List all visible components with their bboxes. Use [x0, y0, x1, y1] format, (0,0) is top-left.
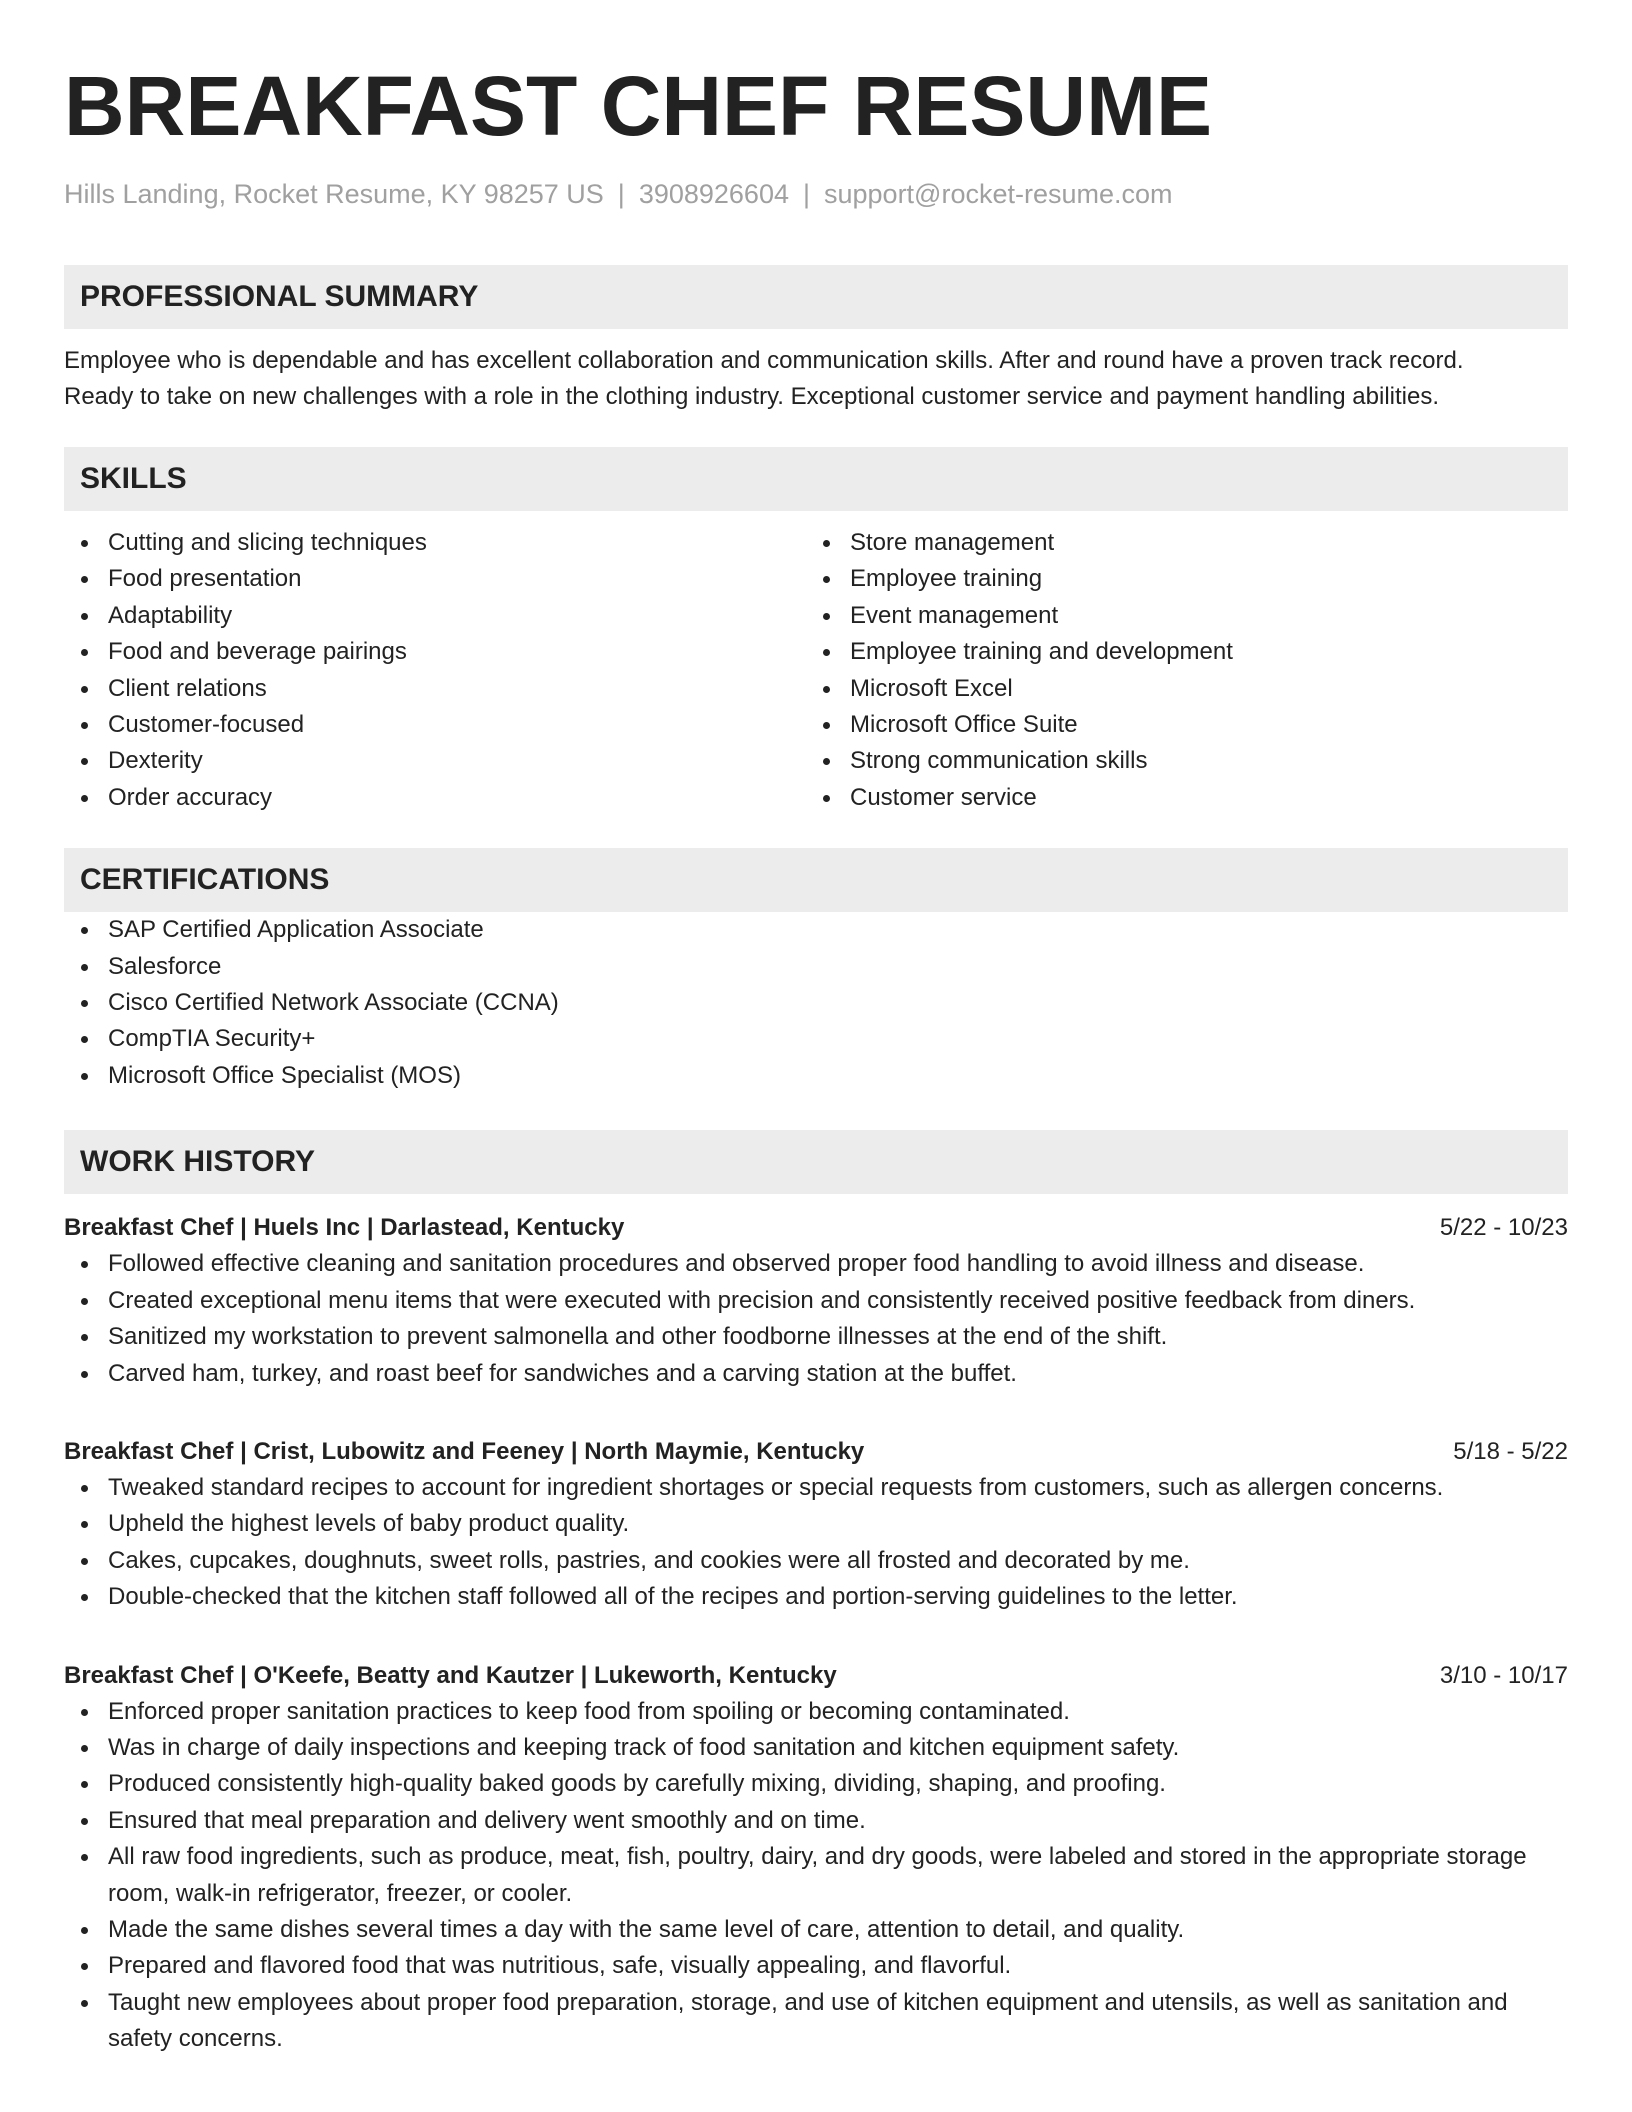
section-header-skills: SKILLS	[64, 447, 1568, 511]
job-bullet: Tweaked standard recipes to account for ingredient shortages or special requests from customers, such as allergen concerns.	[108, 1470, 1568, 1506]
job-bullet: Upheld the highest levels of baby product quality.	[108, 1506, 1568, 1542]
job-bullet: Sanitized my workstation to prevent salmonella and other foodborne illnesses at the end of the shift.	[108, 1319, 1568, 1355]
skill-item: Food presentation	[108, 561, 806, 597]
skill-item: Employee training and development	[850, 634, 1548, 670]
skills-columns	[64, 525, 1568, 816]
job-entry	[64, 1210, 1568, 1392]
certification-item: Cisco Certified Network Associate (CCNA)	[108, 985, 1568, 1021]
certifications-list	[64, 912, 1568, 1094]
job-bullet: Taught new employees about proper food preparation, storage, and use of kitchen equipment and utensils, as well as sanitation and safety concerns.	[108, 1985, 1568, 2058]
job-bullet: Created exceptional menu items that were executed with precision and consistently received positive feedback from diners.	[108, 1283, 1568, 1319]
certification-item: Microsoft Office Specialist (MOS)	[108, 1058, 1568, 1094]
skill-item: Adaptability	[108, 598, 806, 634]
job-bullets	[64, 1246, 1568, 1392]
section-header-summary: PROFESSIONAL SUMMARY	[64, 265, 1568, 329]
skill-item: Employee training	[850, 561, 1548, 597]
section-header-work-history: WORK HISTORY	[64, 1130, 1568, 1194]
job-dates: 5/22 - 10/23	[1439, 1214, 1568, 1242]
job-entry	[64, 1434, 1568, 1616]
skill-item: Client relations	[108, 671, 806, 707]
job-bullets	[64, 1694, 1568, 2058]
certification-item: Salesforce	[108, 949, 1568, 985]
contact-phone: 3908926604	[638, 179, 789, 209]
summary-text	[64, 343, 1568, 415]
contact-address: Hills Landing, Rocket Resume, KY 98257 US	[64, 179, 604, 209]
skills-column-left	[64, 525, 806, 816]
contact-line	[64, 176, 1568, 212]
contact-email: support@rocket-resume.com	[824, 179, 1173, 209]
job-header	[64, 1210, 1568, 1246]
job-bullet: Carved ham, turkey, and roast beef for sandwiches and a carving station at the buffet.	[108, 1356, 1568, 1392]
job-bullet: Prepared and flavored food that was nutritious, safe, visually appealing, and flavorful.	[108, 1948, 1568, 1984]
resume-title: BREAKFAST CHEF RESUME	[64, 59, 1213, 153]
skills-list-left	[64, 525, 806, 816]
job-title: Breakfast Chef | Crist, Lubowitz and Feeney | North Maymie, Kentucky	[64, 1437, 865, 1465]
summary-line: Ready to take on new challenges with a role in the clothing industry. Exceptional customer service and payment handling abilities.	[64, 383, 1439, 410]
contact-separator: |	[617, 179, 625, 209]
skills-column-right	[806, 525, 1548, 816]
certification-item: SAP Certified Application Associate	[108, 912, 1568, 948]
skill-item: Customer service	[850, 780, 1548, 816]
job-header	[64, 1434, 1568, 1470]
job-header	[64, 1658, 1568, 1694]
summary-line: Employee who is dependable and has excellent collaboration and communication skills. After and round have a proven track record.	[64, 347, 1464, 374]
skill-item: Order accuracy	[108, 780, 806, 816]
skill-item: Microsoft Excel	[850, 671, 1548, 707]
job-dates: 3/10 - 10/17	[1439, 1661, 1568, 1689]
skill-item: Cutting and slicing techniques	[108, 525, 806, 561]
job-dates: 5/18 - 5/22	[1453, 1437, 1568, 1465]
job-bullet: Enforced proper sanitation practices to keep food from spoiling or becoming contaminated.	[108, 1694, 1568, 1730]
skill-item: Event management	[850, 598, 1548, 634]
job-title: Breakfast Chef | Huels Inc | Darlastead, Kentucky	[64, 1214, 625, 1242]
skill-item: Microsoft Office Suite	[850, 707, 1548, 743]
skill-item: Strong communication skills	[850, 743, 1548, 779]
certification-item: CompTIA Security+	[108, 1021, 1568, 1057]
job-bullet: Made the same dishes several times a day with the same level of care, attention to detail, and quality.	[108, 1912, 1568, 1948]
contact-separator: |	[802, 179, 810, 209]
skill-item: Dexterity	[108, 743, 806, 779]
section-header-certifications: CERTIFICATIONS	[64, 848, 1568, 912]
job-bullet: Followed effective cleaning and sanitation procedures and observed proper food handling to avoid illness and disease.	[108, 1246, 1568, 1282]
job-bullets	[64, 1470, 1568, 1616]
skill-item: Food and beverage pairings	[108, 634, 806, 670]
job-bullet: Ensured that meal preparation and delivery went smoothly and on time.	[108, 1803, 1568, 1839]
job-bullet: Produced consistently high-quality baked goods by carefully mixing, dividing, shaping, and proofing.	[108, 1766, 1568, 1802]
job-bullet: Cakes, cupcakes, doughnuts, sweet rolls, pastries, and cookies were all frosted and decorated by me.	[108, 1543, 1568, 1579]
job-title: Breakfast Chef | O'Keefe, Beatty and Kautzer | Lukeworth, Kentucky	[64, 1661, 837, 1689]
job-entry	[64, 1658, 1568, 2058]
skill-item: Store management	[850, 525, 1548, 561]
skill-item: Customer-focused	[108, 707, 806, 743]
job-bullet: Was in charge of daily inspections and keeping track of food sanitation and kitchen equipment safety.	[108, 1730, 1568, 1766]
skills-list-right	[806, 525, 1548, 816]
job-bullet: All raw food ingredients, such as produce, meat, fish, poultry, dairy, and dry goods, were labeled and stored in the appropriate storage room, walk-in refrigerator, freezer, or cooler.	[108, 1839, 1568, 1912]
job-bullet: Double-checked that the kitchen staff followed all of the recipes and portion-serving guidelines to the letter.	[108, 1579, 1568, 1615]
